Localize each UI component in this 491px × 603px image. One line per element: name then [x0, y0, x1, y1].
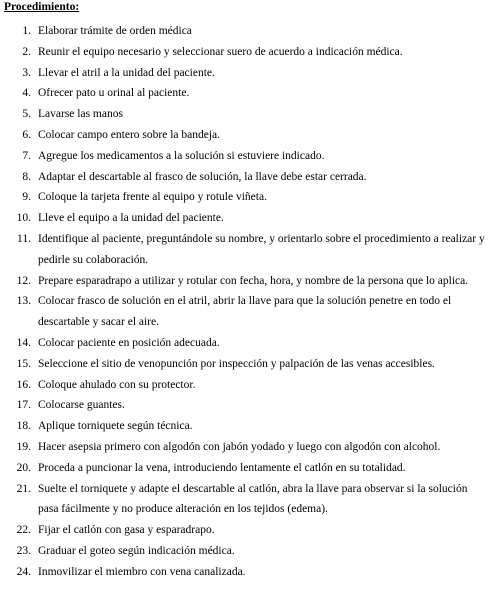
list-item — [0, 229, 491, 271]
list-item-text: Graduar el goteo según indicación médica. — [38, 544, 235, 557]
list-item — [0, 458, 491, 479]
list-item — [0, 63, 491, 84]
list-item — [0, 42, 491, 63]
list-item-text: Colocar frasco de solución en el atril, abrir la llave para que la solución penetre en todo el descartable y sacar el aire. — [38, 295, 452, 329]
list-item-text: Llevar el atril a la unidad del paciente. — [38, 66, 215, 79]
list-item-text: Aplique torniquete según técnica. — [38, 420, 193, 433]
list-item-text: Agregue los medicamentos a la solución si estuviere indicado. — [38, 149, 325, 162]
list-item — [0, 562, 491, 583]
list-item-number: 8. — [22, 170, 31, 183]
list-item — [0, 21, 491, 42]
list-item-number: 19. — [16, 440, 31, 453]
procedure-heading: Procedimiento: — [4, 1, 80, 13]
list-item-number: 20. — [16, 461, 31, 474]
list-item-text: Coloque la tarjeta frente al equipo y rotule viñeta. — [38, 191, 267, 204]
list-item — [0, 208, 491, 229]
list-item — [0, 83, 491, 104]
list-item-text: Reunir el equipo necesario y seleccionar suero de acuerdo a indicación médica. — [38, 45, 403, 58]
list-item-number: 12. — [16, 274, 31, 287]
list-item-text: Ofrecer pato u orinal al paciente. — [38, 87, 190, 100]
list-item-text: Proceda a puncionar la vena, introduciendo lentamente el catlón en su totalidad. — [38, 461, 406, 474]
list-item-text: Coloque ahulado con su protector. — [38, 378, 196, 391]
procedure-list — [0, 21, 491, 583]
list-item-number: 21. — [16, 482, 31, 495]
list-item-text: Suelte el torniquete y adapte el descartable al catlón, abra la llave para observar si la solución pasa fácilmente y no produce alteración en los tejidos (edema). — [38, 482, 468, 516]
list-item-number: 2. — [22, 45, 31, 58]
list-item-number: 9. — [22, 191, 31, 204]
list-item-number: 6. — [22, 128, 31, 141]
list-item — [0, 167, 491, 188]
list-item-text: Lleve el equipo a la unidad del paciente. — [38, 212, 224, 225]
list-item-number: 7. — [22, 149, 31, 162]
list-item-text: Colocar paciente en posición adecuada. — [38, 336, 220, 349]
list-item-number: 13. — [16, 295, 31, 308]
list-item — [0, 541, 491, 562]
list-item-text: Hacer asepsia primero con algodón con jabón yodado y luego con algodón con alcohol. — [38, 440, 441, 453]
list-item — [0, 125, 491, 146]
list-item — [0, 520, 491, 541]
list-item — [0, 416, 491, 437]
list-item-text: Adaptar el descartable al frasco de solución, la llave debe estar cerrada. — [38, 170, 367, 183]
list-item — [0, 333, 491, 354]
list-item — [0, 104, 491, 125]
list-item-number: 10. — [16, 212, 31, 225]
list-item-text: Inmovilizar el miembro con vena canalizada. — [38, 565, 246, 578]
list-item-number: 22. — [16, 524, 31, 537]
list-item-number: 1. — [22, 25, 31, 37]
list-item — [0, 354, 491, 375]
list-item-text: Colocar campo entero sobre la bandeja. — [38, 128, 221, 141]
list-item-number: 17. — [16, 399, 31, 412]
list-item-number: 5. — [22, 108, 31, 121]
list-item-number: 3. — [22, 66, 31, 79]
list-item-number: 18. — [16, 420, 31, 433]
list-item-text: Seleccione el sitio de venopunción por inspección y palpación de las venas accesibles. — [38, 357, 435, 370]
list-item-text: Prepare esparadrapo a utilizar y rotular con fecha, hora, y nombre de la persona que lo aplica. — [38, 274, 469, 287]
list-item — [0, 437, 491, 458]
list-item — [0, 271, 491, 292]
list-item-number: 15. — [16, 357, 31, 370]
list-item-number: 11. — [17, 232, 31, 245]
list-item-number: 24. — [16, 565, 31, 578]
list-item-number: 23. — [16, 544, 31, 557]
list-item-number: 14. — [16, 336, 31, 349]
list-item — [0, 479, 491, 521]
list-item — [0, 375, 491, 396]
list-item-number: 16. — [16, 378, 31, 391]
list-item-text: Identifique al paciente, preguntándole su nombre, y orientarlo sobre el procedimiento a realizar y pedirle su colaboración. — [38, 232, 485, 266]
list-item — [0, 291, 491, 333]
list-item-text: Colocarse guantes. — [38, 399, 125, 412]
list-item — [0, 395, 491, 416]
list-item-text: Elaborar trámite de orden médica — [38, 25, 192, 37]
list-item-text: Fijar el catlón con gasa y esparadrapo. — [38, 524, 215, 537]
list-item — [0, 146, 491, 167]
list-item-text: Lavarse las manos — [38, 108, 123, 121]
list-item — [0, 187, 491, 208]
list-item-number: 4. — [22, 87, 31, 100]
